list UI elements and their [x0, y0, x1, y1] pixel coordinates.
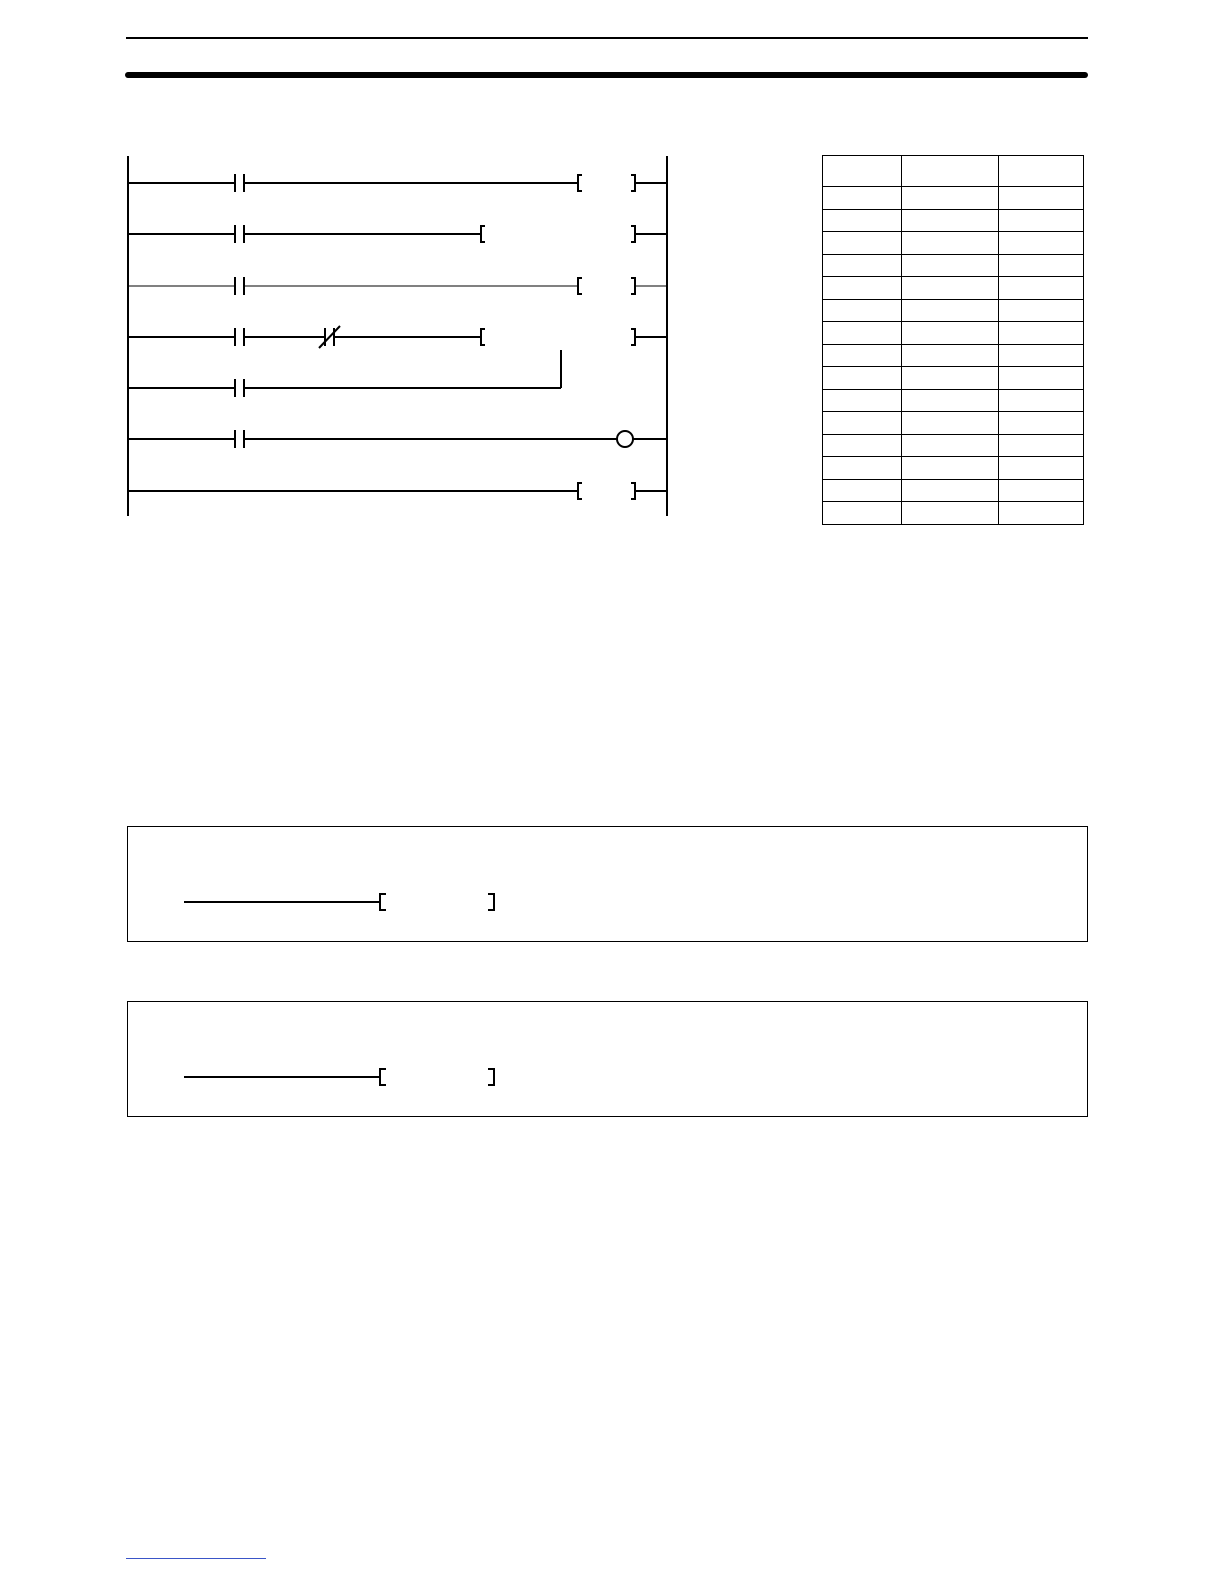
- rung-4: [128, 326, 667, 348]
- table-cell: [902, 367, 999, 390]
- table-cell: [823, 502, 902, 525]
- table-row: [823, 299, 1084, 322]
- table-cell: [999, 412, 1084, 435]
- table-cell: [999, 389, 1084, 412]
- instruction-box-open-icon: [578, 483, 582, 499]
- instruction-box-close-icon: [488, 1069, 494, 1085]
- table-cell: [823, 344, 902, 367]
- table-row: [823, 434, 1084, 457]
- table-cell: [999, 187, 1084, 210]
- table-cell: [902, 502, 999, 525]
- instruction-box-open-icon: [578, 175, 582, 191]
- table-header-cell: [902, 156, 999, 187]
- ladder-diagram: [120, 150, 680, 530]
- table-row: [823, 389, 1084, 412]
- table-cell: [823, 187, 902, 210]
- table-cell: [902, 344, 999, 367]
- table-row: [823, 232, 1084, 255]
- instruction-example-box-2: [127, 1001, 1088, 1117]
- table-row: [823, 322, 1084, 345]
- table-cell: [999, 322, 1084, 345]
- table-cell: [999, 367, 1084, 390]
- header-rule-thick: [125, 72, 1088, 78]
- table-cell: [823, 254, 902, 277]
- table-cell: [823, 479, 902, 502]
- rung-3: [128, 277, 667, 295]
- table-row: [823, 502, 1084, 525]
- table-cell: [902, 299, 999, 322]
- table-cell: [823, 299, 902, 322]
- rung-2: [128, 225, 667, 243]
- table-header-cell: [823, 156, 902, 187]
- table-row: [823, 412, 1084, 435]
- table-cell: [902, 277, 999, 300]
- instruction-box-open-icon: [481, 226, 485, 242]
- instruction-box-close-icon: [488, 894, 494, 910]
- table-cell: [999, 277, 1084, 300]
- instruction-box-close-icon: [631, 175, 635, 191]
- table-row: [823, 367, 1084, 390]
- mnemonic-table: [822, 155, 1084, 525]
- instruction-diagram-2: [128, 1002, 1087, 1116]
- instruction-box-open-icon: [380, 894, 386, 910]
- table-cell: [902, 457, 999, 480]
- table-cell: [999, 209, 1084, 232]
- output-coil-icon: [617, 431, 633, 447]
- table-row: [823, 344, 1084, 367]
- table-cell: [999, 254, 1084, 277]
- table-cell: [823, 232, 902, 255]
- table-row: [823, 254, 1084, 277]
- rung-1: [128, 174, 667, 192]
- instruction-box-close-icon: [631, 483, 635, 499]
- instruction-box-open-icon: [380, 1069, 386, 1085]
- table-cell: [823, 412, 902, 435]
- instruction-box-close-icon: [631, 278, 635, 294]
- table-header-row: [823, 156, 1084, 187]
- table-cell: [999, 434, 1084, 457]
- instruction-box-open-icon: [481, 329, 485, 345]
- table-cell: [902, 232, 999, 255]
- ladder-svg: [120, 150, 680, 525]
- table-cell: [823, 434, 902, 457]
- table-header-cell: [999, 156, 1084, 187]
- table-cell: [999, 457, 1084, 480]
- table-cell: [902, 434, 999, 457]
- rung-6: [128, 430, 667, 448]
- table-cell: [999, 344, 1084, 367]
- rung-5-branch: [128, 350, 561, 397]
- instruction-example-box-1: [127, 826, 1088, 942]
- table-row: [823, 277, 1084, 300]
- header-rule-thin: [126, 37, 1088, 39]
- table-cell: [823, 457, 902, 480]
- table-cell: [823, 322, 902, 345]
- instruction-box-close-icon: [631, 226, 635, 242]
- footer-link-underline[interactable]: [126, 1558, 266, 1559]
- table-cell: [902, 209, 999, 232]
- table-row: [823, 479, 1084, 502]
- instruction-box-open-icon: [578, 278, 582, 294]
- instruction-diagram-1: [128, 827, 1087, 941]
- table-cell: [823, 277, 902, 300]
- table-cell: [902, 412, 999, 435]
- table-cell: [902, 322, 999, 345]
- table-cell: [999, 479, 1084, 502]
- table-cell: [999, 299, 1084, 322]
- rung-7: [128, 483, 667, 499]
- table-cell: [823, 389, 902, 412]
- table-row: [823, 209, 1084, 232]
- table-cell: [823, 367, 902, 390]
- table-cell: [902, 254, 999, 277]
- table-row: [823, 457, 1084, 480]
- table-cell: [902, 479, 999, 502]
- table-cell: [902, 389, 999, 412]
- instruction-box-close-icon: [631, 329, 635, 345]
- table-cell: [823, 209, 902, 232]
- mnemonic-table-grid: [822, 155, 1084, 525]
- table-cell: [902, 187, 999, 210]
- table-cell: [999, 232, 1084, 255]
- table-cell: [999, 502, 1084, 525]
- table-row: [823, 187, 1084, 210]
